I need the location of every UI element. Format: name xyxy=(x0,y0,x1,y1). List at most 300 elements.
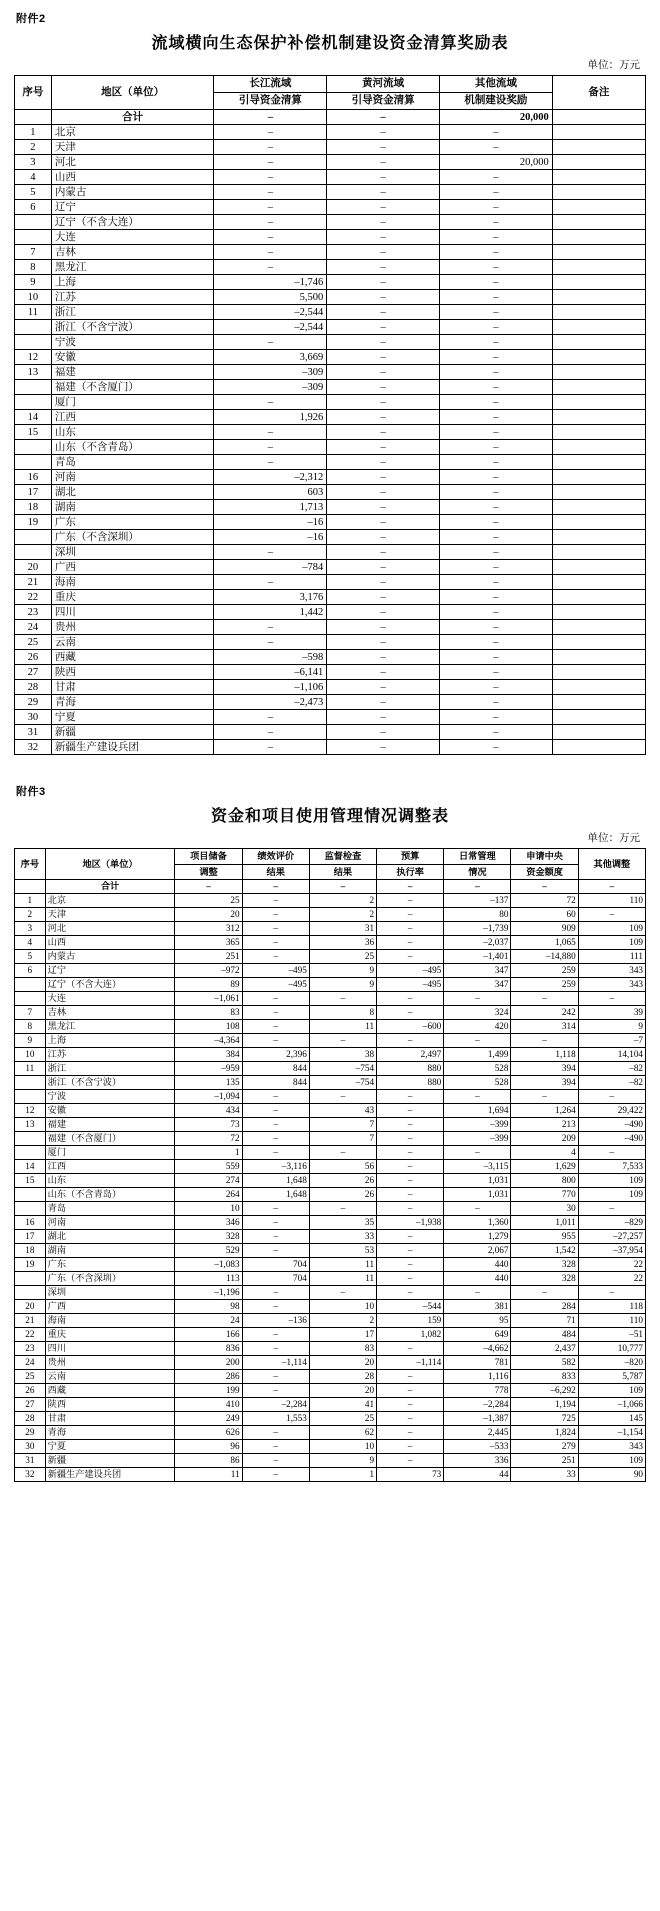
cell-value-1: 626 xyxy=(175,1426,242,1440)
cell-value-5: 347 xyxy=(444,978,511,992)
cell-index xyxy=(15,880,46,894)
cell-value-7: 110 xyxy=(578,1314,645,1328)
cell-region: 陕西 xyxy=(45,1398,175,1412)
cell-value-3: – xyxy=(439,245,552,260)
col2-header-performance-line2: 结果 xyxy=(242,864,309,880)
col-header-yangtze-line1: 长江流域 xyxy=(214,76,327,93)
table-row xyxy=(15,530,646,545)
cell-value-2: – xyxy=(327,140,440,155)
cell-region: 江西 xyxy=(45,1160,175,1174)
table-row xyxy=(15,1062,646,1076)
table-row xyxy=(15,545,646,560)
table-row xyxy=(15,1342,646,1356)
cell-value-3: 10 xyxy=(309,1300,376,1314)
cell-value-3: 11 xyxy=(309,1020,376,1034)
cell-index: 7 xyxy=(15,245,52,260)
cell-region: 陕西 xyxy=(51,665,214,680)
table-row xyxy=(15,365,646,380)
cell-value-3: 11 xyxy=(309,1272,376,1286)
cell-index: 12 xyxy=(15,350,52,365)
cell-remark xyxy=(552,635,645,650)
table-row xyxy=(15,1300,646,1314)
table-row xyxy=(15,1104,646,1118)
cell-value-5: – xyxy=(444,1286,511,1300)
cell-value-1: – xyxy=(214,710,327,725)
cell-value-5: 347 xyxy=(444,964,511,978)
cell-value-5: 336 xyxy=(444,1454,511,1468)
cell-value-7: 109 xyxy=(578,1454,645,1468)
cell-value-3: – xyxy=(439,485,552,500)
cell-region: 天津 xyxy=(45,908,175,922)
cell-index xyxy=(15,1090,46,1104)
cell-value-2: – xyxy=(327,515,440,530)
cell-value-2: – xyxy=(242,1146,309,1160)
cell-region: 重庆 xyxy=(45,1328,175,1342)
cell-region: 安徽 xyxy=(51,350,214,365)
table-row xyxy=(15,1048,646,1062)
cell-value-2: – xyxy=(327,440,440,455)
cell-index xyxy=(15,320,52,335)
cell-value-6: 4 xyxy=(511,1146,578,1160)
cell-remark xyxy=(552,710,645,725)
table-row xyxy=(15,908,646,922)
table-row xyxy=(15,1356,646,1370)
table-row xyxy=(15,1286,646,1300)
cell-value-5: –399 xyxy=(444,1132,511,1146)
cell-value-3: – xyxy=(439,185,552,200)
cell-value-2: – xyxy=(242,1370,309,1384)
cell-value-5: – xyxy=(444,1146,511,1160)
cell-region: 湖北 xyxy=(45,1230,175,1244)
cell-value-6: 582 xyxy=(511,1356,578,1370)
cell-value-5: 420 xyxy=(444,1020,511,1034)
cell-value-1: –2,312 xyxy=(214,470,327,485)
cell-region: 浙江 xyxy=(51,305,214,320)
cell-value-2: – xyxy=(242,936,309,950)
cell-value-3: – xyxy=(439,320,552,335)
cell-value-3: – xyxy=(439,395,552,410)
table-body-1 xyxy=(15,110,646,755)
cell-value-1: 11 xyxy=(175,1468,242,1482)
cell-value-4: 1,082 xyxy=(377,1328,444,1342)
cell-value-2: – xyxy=(327,335,440,350)
cell-index: 1 xyxy=(15,894,46,908)
cell-value-4: – xyxy=(377,936,444,950)
cell-value-4: – xyxy=(377,1244,444,1258)
table-row xyxy=(15,635,646,650)
cell-value-1: –4,364 xyxy=(175,1034,242,1048)
cell-value-4: – xyxy=(377,1090,444,1104)
table-row xyxy=(15,880,646,894)
cell-value-3: – xyxy=(439,365,552,380)
table-row xyxy=(15,290,646,305)
cell-value-5: –1,401 xyxy=(444,950,511,964)
cell-value-6: 72 xyxy=(511,894,578,908)
cell-value-5: – xyxy=(444,880,511,894)
cell-value-3: – xyxy=(439,530,552,545)
cell-region: 广西 xyxy=(45,1300,175,1314)
cell-value-2: – xyxy=(242,1454,309,1468)
cell-value-2: – xyxy=(242,1342,309,1356)
cell-value-5: 324 xyxy=(444,1006,511,1020)
cell-value-2: – xyxy=(327,560,440,575)
cell-index: 20 xyxy=(15,560,52,575)
cell-region: 云南 xyxy=(45,1370,175,1384)
cell-value-1: 108 xyxy=(175,1020,242,1034)
cell-value-2: – xyxy=(327,485,440,500)
cell-value-3: – xyxy=(439,260,552,275)
col2-header-centralfund-line1: 申请中央 xyxy=(511,849,578,865)
table-row xyxy=(15,590,646,605)
cell-value-5: 649 xyxy=(444,1328,511,1342)
cell-value-2: – xyxy=(327,215,440,230)
cell-value-7: –27,257 xyxy=(578,1230,645,1244)
cell-value-3: – xyxy=(439,590,552,605)
cell-value-1: 365 xyxy=(175,936,242,950)
cell-value-2: – xyxy=(327,320,440,335)
cell-value-1: 274 xyxy=(175,1174,242,1188)
cell-value-3: 25 xyxy=(309,1412,376,1426)
cell-value-6: 1,629 xyxy=(511,1160,578,1174)
cell-value-1: 1,713 xyxy=(214,500,327,515)
cell-region: 西藏 xyxy=(51,650,214,665)
cell-index: 10 xyxy=(15,1048,46,1062)
cell-value-1: 113 xyxy=(175,1272,242,1286)
cell-value-3: 2 xyxy=(309,908,376,922)
col2-header-budget-line1: 预算 xyxy=(377,849,444,865)
cell-value-2: – xyxy=(327,650,440,665)
cell-index: 22 xyxy=(15,590,52,605)
cell-region: 浙江（不含宁波） xyxy=(45,1076,175,1090)
cell-value-6: 394 xyxy=(511,1062,578,1076)
cell-value-2: – xyxy=(242,1244,309,1258)
cell-value-7: 110 xyxy=(578,894,645,908)
cell-value-3: – xyxy=(439,335,552,350)
cell-region: 上海 xyxy=(45,1034,175,1048)
cell-value-7: –490 xyxy=(578,1118,645,1132)
cell-value-2: – xyxy=(327,665,440,680)
cell-value-4: – xyxy=(377,1034,444,1048)
attachment-label-2: 附件3 xyxy=(16,786,46,799)
cell-value-2: – xyxy=(242,1104,309,1118)
col2-header-performance-line1: 绩效评价 xyxy=(242,849,309,865)
cell-value-7: – xyxy=(578,880,645,894)
table-row xyxy=(15,140,646,155)
cell-region: 山西 xyxy=(51,170,214,185)
cell-value-1: – xyxy=(214,215,327,230)
cell-value-7: 7,533 xyxy=(578,1160,645,1174)
table-row xyxy=(15,515,646,530)
cell-region: 四川 xyxy=(45,1342,175,1356)
cell-value-6: 1,824 xyxy=(511,1426,578,1440)
cell-value-4: – xyxy=(377,1440,444,1454)
cell-value-7: 5,787 xyxy=(578,1370,645,1384)
cell-value-5: 1,279 xyxy=(444,1230,511,1244)
cell-value-1: – xyxy=(214,725,327,740)
table-row xyxy=(15,215,646,230)
cell-value-2: – xyxy=(242,894,309,908)
cell-value-7: –1,154 xyxy=(578,1426,645,1440)
cell-value-3: 20 xyxy=(309,1356,376,1370)
table-row xyxy=(15,155,646,170)
cell-value-2: – xyxy=(327,275,440,290)
cell-region: 山东 xyxy=(51,425,214,440)
cell-value-7: –82 xyxy=(578,1062,645,1076)
cell-index xyxy=(15,440,52,455)
cell-value-3: – xyxy=(309,1090,376,1104)
cell-value-2: – xyxy=(327,590,440,605)
cell-value-1: 3,176 xyxy=(214,590,327,605)
table-row xyxy=(15,1006,646,1020)
cell-value-1: 96 xyxy=(175,1440,242,1454)
col-header-region: 地区（单位） xyxy=(51,76,214,110)
cell-value-3: 11 xyxy=(309,1258,376,1272)
cell-value-5: 381 xyxy=(444,1300,511,1314)
cell-value-3: 25 xyxy=(309,950,376,964)
cell-value-1: –16 xyxy=(214,530,327,545)
cell-remark xyxy=(552,500,645,515)
cell-value-1: 328 xyxy=(175,1230,242,1244)
cell-value-1: 5,500 xyxy=(214,290,327,305)
cell-value-4: – xyxy=(377,1174,444,1188)
cell-value-3: – xyxy=(439,620,552,635)
cell-value-3: – xyxy=(439,275,552,290)
col2-header-reserve-line1: 项目储备 xyxy=(175,849,242,865)
col2-header-centralfund-line2: 资金额度 xyxy=(511,864,578,880)
col-header-otherbasin-line1: 其他流域 xyxy=(439,76,552,93)
cell-region: 河南 xyxy=(51,470,214,485)
cell-remark xyxy=(552,170,645,185)
cell-index xyxy=(15,1286,46,1300)
cell-value-1: – xyxy=(214,740,327,755)
cell-index: 6 xyxy=(15,200,52,215)
cell-value-2: – xyxy=(242,1230,309,1244)
cell-value-3: 53 xyxy=(309,1244,376,1258)
cell-value-2: – xyxy=(327,290,440,305)
cell-value-1: 312 xyxy=(175,922,242,936)
cell-region: 新疆生产建设兵团 xyxy=(51,740,214,755)
cell-index: 13 xyxy=(15,365,52,380)
cell-value-6: – xyxy=(511,1034,578,1048)
cell-value-5: 1,031 xyxy=(444,1188,511,1202)
table-row xyxy=(15,740,646,755)
cell-value-4: 159 xyxy=(377,1314,444,1328)
cell-value-7: –1,066 xyxy=(578,1398,645,1412)
table-row xyxy=(15,1426,646,1440)
cell-value-2: – xyxy=(242,922,309,936)
cell-value-2: 844 xyxy=(242,1062,309,1076)
cell-index: 15 xyxy=(15,425,52,440)
cell-value-2: – xyxy=(327,740,440,755)
cell-value-5: –2,037 xyxy=(444,936,511,950)
cell-value-7: 10,777 xyxy=(578,1342,645,1356)
cell-region: 青岛 xyxy=(45,1202,175,1216)
cell-value-1: –1,746 xyxy=(214,275,327,290)
cell-value-3: – xyxy=(439,455,552,470)
cell-value-3: 35 xyxy=(309,1216,376,1230)
cell-value-6: 1,011 xyxy=(511,1216,578,1230)
cell-value-1: – xyxy=(214,125,327,140)
cell-index: 3 xyxy=(15,155,52,170)
cell-region: 河北 xyxy=(45,922,175,936)
table-row xyxy=(15,950,646,964)
cell-value-1: –784 xyxy=(214,560,327,575)
cell-value-3: – xyxy=(309,1286,376,1300)
cell-value-5: 80 xyxy=(444,908,511,922)
cell-region: 合计 xyxy=(45,880,175,894)
cell-index: 16 xyxy=(15,470,52,485)
cell-index: 26 xyxy=(15,1384,46,1398)
cell-region: 广东（不含深圳） xyxy=(45,1272,175,1286)
cell-remark xyxy=(552,725,645,740)
cell-remark xyxy=(552,590,645,605)
cell-value-2: 1,648 xyxy=(242,1174,309,1188)
cell-remark xyxy=(552,605,645,620)
cell-value-2: 704 xyxy=(242,1272,309,1286)
cell-value-7: 118 xyxy=(578,1300,645,1314)
cell-value-4: – xyxy=(377,950,444,964)
cell-value-5: 781 xyxy=(444,1356,511,1370)
cell-value-3: – xyxy=(439,635,552,650)
cell-region: 江西 xyxy=(51,410,214,425)
cell-value-2: – xyxy=(327,470,440,485)
table-row xyxy=(15,992,646,1006)
table-row xyxy=(15,1034,646,1048)
cell-value-3: 9 xyxy=(309,978,376,992)
cell-remark xyxy=(552,245,645,260)
cell-value-7: – xyxy=(578,1202,645,1216)
cell-value-6: – xyxy=(511,992,578,1006)
cell-value-4: – xyxy=(377,1454,444,1468)
table-row xyxy=(15,230,646,245)
cell-index: 2 xyxy=(15,140,52,155)
cell-index xyxy=(15,455,52,470)
cell-index xyxy=(15,978,46,992)
cell-value-7: 343 xyxy=(578,1440,645,1454)
cell-remark xyxy=(552,620,645,635)
cell-value-2: – xyxy=(327,500,440,515)
cell-value-3: – xyxy=(439,470,552,485)
cell-value-2: – xyxy=(327,620,440,635)
table-row xyxy=(15,665,646,680)
cell-value-2: – xyxy=(242,1006,309,1020)
cell-region: 浙江（不含宁波） xyxy=(51,320,214,335)
cell-value-2: – xyxy=(327,125,440,140)
cell-value-1: –972 xyxy=(175,964,242,978)
cell-value-3: – xyxy=(439,380,552,395)
table-row xyxy=(15,1244,646,1258)
table-row xyxy=(15,575,646,590)
cell-value-3: – xyxy=(439,170,552,185)
cell-value-2: – xyxy=(327,200,440,215)
cell-value-1: 135 xyxy=(175,1076,242,1090)
table-row xyxy=(15,1384,646,1398)
cell-value-6: 1,118 xyxy=(511,1048,578,1062)
cell-value-5: – xyxy=(444,992,511,1006)
cell-remark xyxy=(552,185,645,200)
cell-value-4: – xyxy=(377,1384,444,1398)
cell-value-2: – xyxy=(242,950,309,964)
table-title-2: 资金和项目使用管理情况调整表 xyxy=(210,808,449,826)
cell-value-2: 1,553 xyxy=(242,1412,309,1426)
cell-index xyxy=(15,380,52,395)
cell-value-3: 33 xyxy=(309,1230,376,1244)
cell-value-3: 41 xyxy=(309,1398,376,1412)
cell-region: 湖南 xyxy=(51,500,214,515)
cell-value-6: – xyxy=(511,1090,578,1104)
cell-value-1: 434 xyxy=(175,1104,242,1118)
cell-remark xyxy=(552,575,645,590)
cell-value-7: 109 xyxy=(578,1384,645,1398)
cell-index: 18 xyxy=(15,500,52,515)
table-row xyxy=(15,275,646,290)
cell-index xyxy=(15,992,46,1006)
cell-region: 贵州 xyxy=(51,620,214,635)
cell-value-1: –1,083 xyxy=(175,1258,242,1272)
cell-region: 宁夏 xyxy=(45,1440,175,1454)
cell-index: 5 xyxy=(15,950,46,964)
cell-index: 32 xyxy=(15,740,52,755)
cell-value-2: – xyxy=(327,350,440,365)
cell-value-1: 384 xyxy=(175,1048,242,1062)
table-row xyxy=(15,1146,646,1160)
cell-value-4: – xyxy=(377,1398,444,1412)
cell-value-1: 346 xyxy=(175,1216,242,1230)
cell-value-2: – xyxy=(327,710,440,725)
table-row xyxy=(15,395,646,410)
table-row xyxy=(15,725,646,740)
table-row xyxy=(15,410,646,425)
cell-value-4: – xyxy=(377,1258,444,1272)
cell-value-3: 10 xyxy=(309,1440,376,1454)
cell-value-1: –1,196 xyxy=(175,1286,242,1300)
cell-index xyxy=(15,110,52,125)
cell-region: 海南 xyxy=(51,575,214,590)
cell-value-6: 1,542 xyxy=(511,1244,578,1258)
cell-remark xyxy=(552,485,645,500)
cell-remark xyxy=(552,335,645,350)
cell-value-6: 800 xyxy=(511,1174,578,1188)
cell-index xyxy=(15,1188,46,1202)
cell-value-1: – xyxy=(214,425,327,440)
cell-value-2: 1,648 xyxy=(242,1188,309,1202)
cell-value-7: –490 xyxy=(578,1132,645,1146)
cell-value-7: 9 xyxy=(578,1020,645,1034)
cell-remark xyxy=(552,230,645,245)
cell-value-5: 1,694 xyxy=(444,1104,511,1118)
cell-value-3: 9 xyxy=(309,1454,376,1468)
cell-index: 15 xyxy=(15,1174,46,1188)
cell-value-5: 1,499 xyxy=(444,1048,511,1062)
table-row xyxy=(15,470,646,485)
table-row xyxy=(15,695,646,710)
cell-value-3: –754 xyxy=(309,1062,376,1076)
cell-value-3: – xyxy=(439,575,552,590)
cell-value-3: 1 xyxy=(309,1468,376,1482)
cell-index: 18 xyxy=(15,1244,46,1258)
cell-region: 辽宁（不含大连） xyxy=(51,215,214,230)
cell-value-6: 328 xyxy=(511,1272,578,1286)
cell-index xyxy=(15,1146,46,1160)
cell-value-2: – xyxy=(327,635,440,650)
cell-index xyxy=(15,230,52,245)
cell-index: 31 xyxy=(15,1454,46,1468)
cell-value-4: – xyxy=(377,1342,444,1356)
cell-value-5: 528 xyxy=(444,1076,511,1090)
table-row xyxy=(15,1174,646,1188)
col2-header-daily-line2: 情况 xyxy=(444,864,511,880)
table-row xyxy=(15,1314,646,1328)
